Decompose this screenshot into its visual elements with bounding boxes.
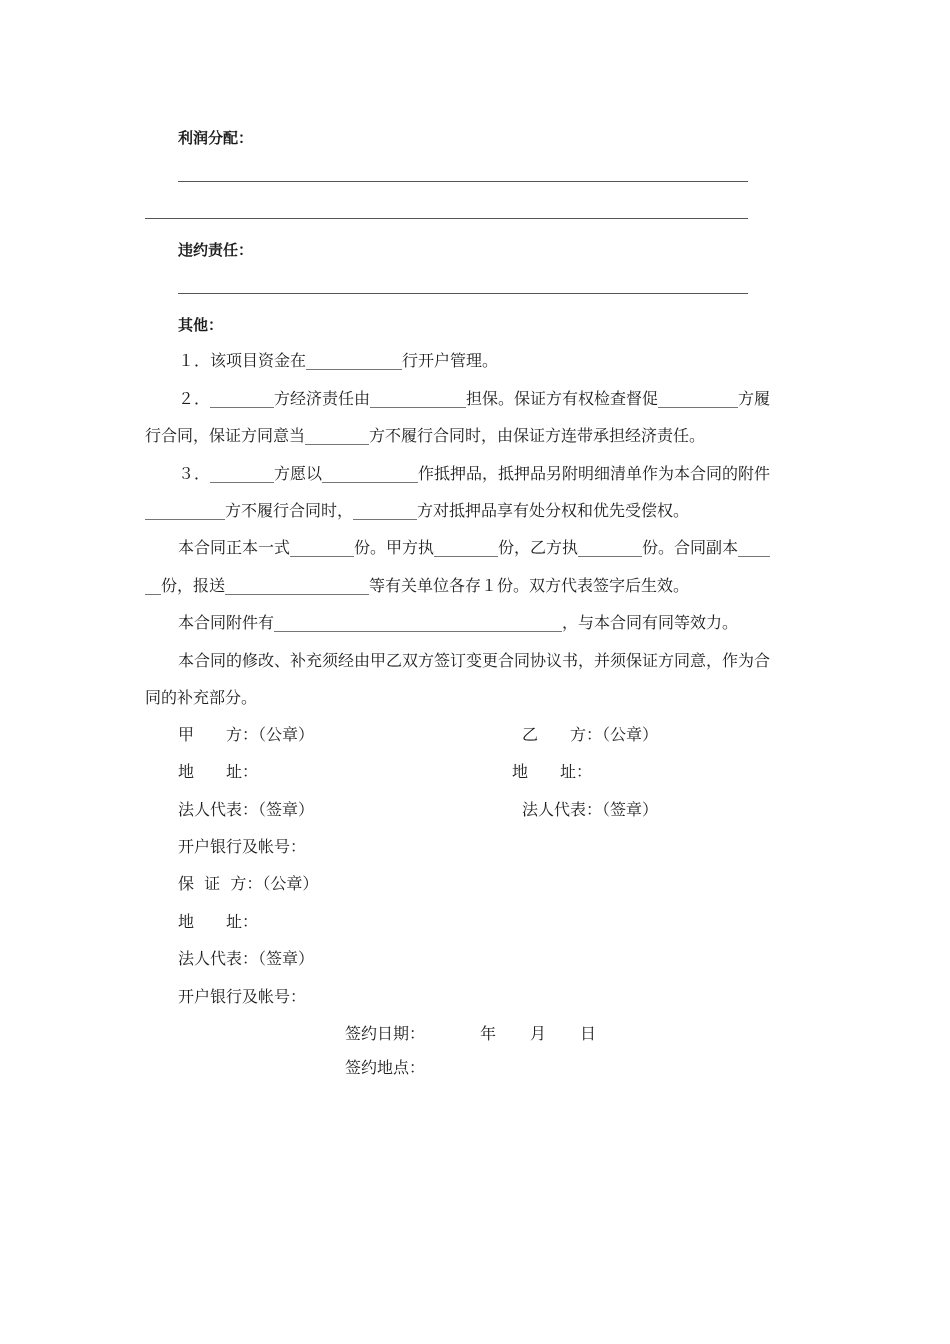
party-a-address: 地 址： (178, 762, 259, 781)
breach-liability-heading: 违约责任： (178, 241, 254, 259)
item-1: １．该项目资金在____________行开户管理。 (178, 351, 499, 370)
signing-date-label: 签约日期： (345, 1024, 426, 1043)
guarantor-address: 地 址： (178, 912, 259, 931)
item-2-line-1: ２．________方经济责任由____________担保。保证方有权检查督促__________方履 (178, 389, 771, 408)
party-a-legal-rep: 法人代表：（签章） (178, 800, 315, 819)
amendment-line-1: 本合同的修改、补充须经由甲乙双方签订变更合同协议书，并须保证方同意，作为合 (178, 651, 771, 670)
party-a-bank-account: 开户银行及帐号： (178, 837, 307, 856)
party-b-address: 地 址： (512, 762, 593, 781)
guarantor-bank-account: 开户银行及帐号： (178, 987, 307, 1006)
signing-year: 年 (480, 1024, 497, 1043)
breach-blank-line (178, 293, 748, 294)
guarantor-label: 保 证 方：（公章） (178, 874, 319, 893)
profit-distribution-heading: 利润分配： (178, 129, 254, 147)
amendment-line-2: 同的补充部分。 (145, 688, 258, 707)
attachments-line: 本合同附件有____________________________________，与本合同有同等效力。 (178, 613, 739, 632)
item-3-line-2: __________方不履行合同时，________方对抵押品享有处分权和优先受偿权。 (145, 501, 690, 520)
party-b-label: 乙 方：（公章） (522, 725, 659, 744)
copies-line-1: 本合同正本一式________份。甲方执________份，乙方执________份。合同副本____ (178, 538, 771, 557)
signing-month: 月 (530, 1024, 547, 1043)
signing-place-label: 签约地点： (345, 1058, 426, 1077)
copies-line-2: __份，报送__________________等有关单位各存１份。双方代表签字后生效。 (145, 576, 690, 595)
item-2-line-2: 行合同，保证方同意当________方不履行合同时，由保证方连带承担经济责任。 (145, 426, 706, 445)
profit-blank-line-2 (145, 218, 748, 219)
signing-day: 日 (580, 1024, 597, 1043)
party-b-legal-rep: 法人代表：（签章） (522, 800, 659, 819)
party-a-label: 甲 方：（公章） (178, 725, 315, 744)
guarantor-legal-rep: 法人代表：（签章） (178, 949, 315, 968)
profit-blank-line-1 (178, 181, 748, 182)
other-heading: 其他： (178, 316, 224, 334)
item-3-line-1: ３．________方愿以____________作抵押品，抵押品另附明细清单作为本合同的附件 (178, 464, 771, 483)
